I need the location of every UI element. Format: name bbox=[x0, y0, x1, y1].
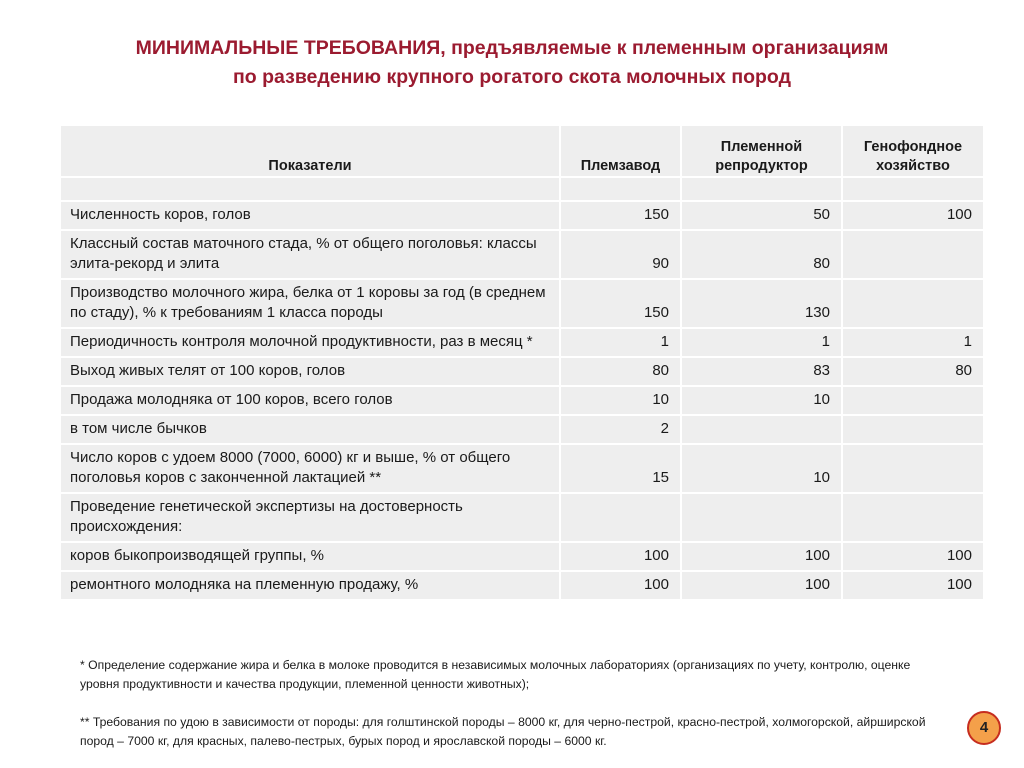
row-label: Выход живых телят от 100 коров, голов bbox=[61, 358, 561, 387]
cell-genofond: 100 bbox=[843, 572, 983, 601]
cell-plemzavod: 100 bbox=[561, 543, 682, 572]
cell-reproduktor bbox=[682, 416, 843, 445]
cell-plemzavod: 90 bbox=[561, 231, 682, 280]
table-row bbox=[61, 387, 983, 416]
cell-plemzavod bbox=[561, 494, 682, 543]
cell-genofond bbox=[843, 387, 983, 416]
cell-reproduktor: 80 bbox=[682, 231, 843, 280]
cell-reproduktor: 100 bbox=[682, 543, 843, 572]
row-label: Проведение генетической экспертизы на достоверность происхождения: bbox=[61, 494, 561, 543]
cell-reproduktor: 83 bbox=[682, 358, 843, 387]
cell-genofond: 100 bbox=[843, 543, 983, 572]
table-row bbox=[61, 445, 983, 494]
cell-genofond bbox=[843, 494, 983, 543]
cell-reproduktor: 1 bbox=[682, 329, 843, 358]
footnote-2: ** Требования по удою в зависимости от породы: для голштинской породы – 8000 кг, для черно-пестрой, красно-пестрой, холмогорской, айрширской пород – 7000 кг, для красных, палево-пестрых, бурых пород и ярославской породы – 6000 кг. bbox=[80, 715, 926, 748]
table-row bbox=[61, 329, 983, 358]
cell-genofond bbox=[843, 280, 983, 329]
page-number-badge: 4 bbox=[967, 711, 1001, 745]
title-line-1 bbox=[0, 34, 1024, 63]
cell-plemzavod: 10 bbox=[561, 387, 682, 416]
row-label: Число коров с удоем 8000 (7000, 6000) кг и выше, % от общего поголовья коров с законченной лактацией ** bbox=[61, 445, 561, 494]
cell-reproduktor: 10 bbox=[682, 445, 843, 494]
header-genofond: Генофондное хозяйство bbox=[843, 126, 983, 178]
title-line-2: по разведению крупного рогатого скота молочных пород bbox=[233, 66, 791, 88]
row-label: Численность коров, голов bbox=[61, 202, 561, 231]
footnote-1: * Определение содержание жира и белка в молоке проводится в независимых молочных лабораториях (организациях по учету, контролю, оценке уровня продуктивности и качества продукции, племенной ценности животных); bbox=[80, 658, 911, 691]
row-label: Продажа молодняка от 100 коров, всего голов bbox=[61, 387, 561, 416]
cell-genofond: 100 bbox=[843, 202, 983, 231]
footnotes bbox=[80, 656, 940, 751]
row-label: в том числе бычков bbox=[61, 416, 561, 445]
slide-title bbox=[0, 34, 1024, 92]
table-row bbox=[61, 231, 983, 280]
header-plemzavod: Племзавод bbox=[561, 126, 682, 178]
cell-genofond bbox=[843, 445, 983, 494]
cell-reproduktor bbox=[682, 494, 843, 543]
table-row bbox=[61, 280, 983, 329]
cell-plemzavod: 150 bbox=[561, 280, 682, 329]
table-header-row bbox=[61, 126, 983, 178]
cell-reproduktor: 130 bbox=[682, 280, 843, 329]
row-label: Классный состав маточного стада, % от общего поголовья: классы элита-рекорд и элита bbox=[61, 231, 561, 280]
cell-plemzavod: 150 bbox=[561, 202, 682, 231]
cell-genofond bbox=[843, 231, 983, 280]
header-indicators: Показатели bbox=[61, 126, 561, 178]
cell-genofond bbox=[843, 416, 983, 445]
row-label: Периодичность контроля молочной продуктивности, раз в месяц * bbox=[61, 329, 561, 358]
row-label: ремонтного молодняка на племенную продажу, % bbox=[61, 572, 561, 601]
table-row bbox=[61, 494, 983, 543]
table-row bbox=[61, 202, 983, 231]
cell-plemzavod: 15 bbox=[561, 445, 682, 494]
cell-reproduktor: 10 bbox=[682, 387, 843, 416]
cell-plemzavod: 80 bbox=[561, 358, 682, 387]
table-row bbox=[61, 416, 983, 445]
cell-plemzavod: 2 bbox=[561, 416, 682, 445]
cell-genofond: 80 bbox=[843, 358, 983, 387]
header-reproduktor: Племенной репродуктор bbox=[682, 126, 843, 178]
cell-genofond: 1 bbox=[843, 329, 983, 358]
table-row bbox=[61, 358, 983, 387]
title-caps: МИНИМАЛЬНЫЕ ТРЕБОВАНИЯ, bbox=[135, 37, 446, 59]
table-row bbox=[61, 572, 983, 601]
cell-reproduktor: 50 bbox=[682, 202, 843, 231]
cell-reproduktor: 100 bbox=[682, 572, 843, 601]
row-label: Производство молочного жира, белка от 1 коровы за год (в среднем по стаду), % к требованиям 1 класса породы bbox=[61, 280, 561, 329]
cell-plemzavod: 100 bbox=[561, 572, 682, 601]
title-rest: предъявляемые к племенным организациям bbox=[445, 37, 889, 59]
cell-plemzavod: 1 bbox=[561, 329, 682, 358]
table-row bbox=[61, 543, 983, 572]
row-label: коров быкопроизводящей группы, % bbox=[61, 543, 561, 572]
header-spacer bbox=[61, 178, 983, 202]
requirements-table bbox=[61, 126, 983, 601]
